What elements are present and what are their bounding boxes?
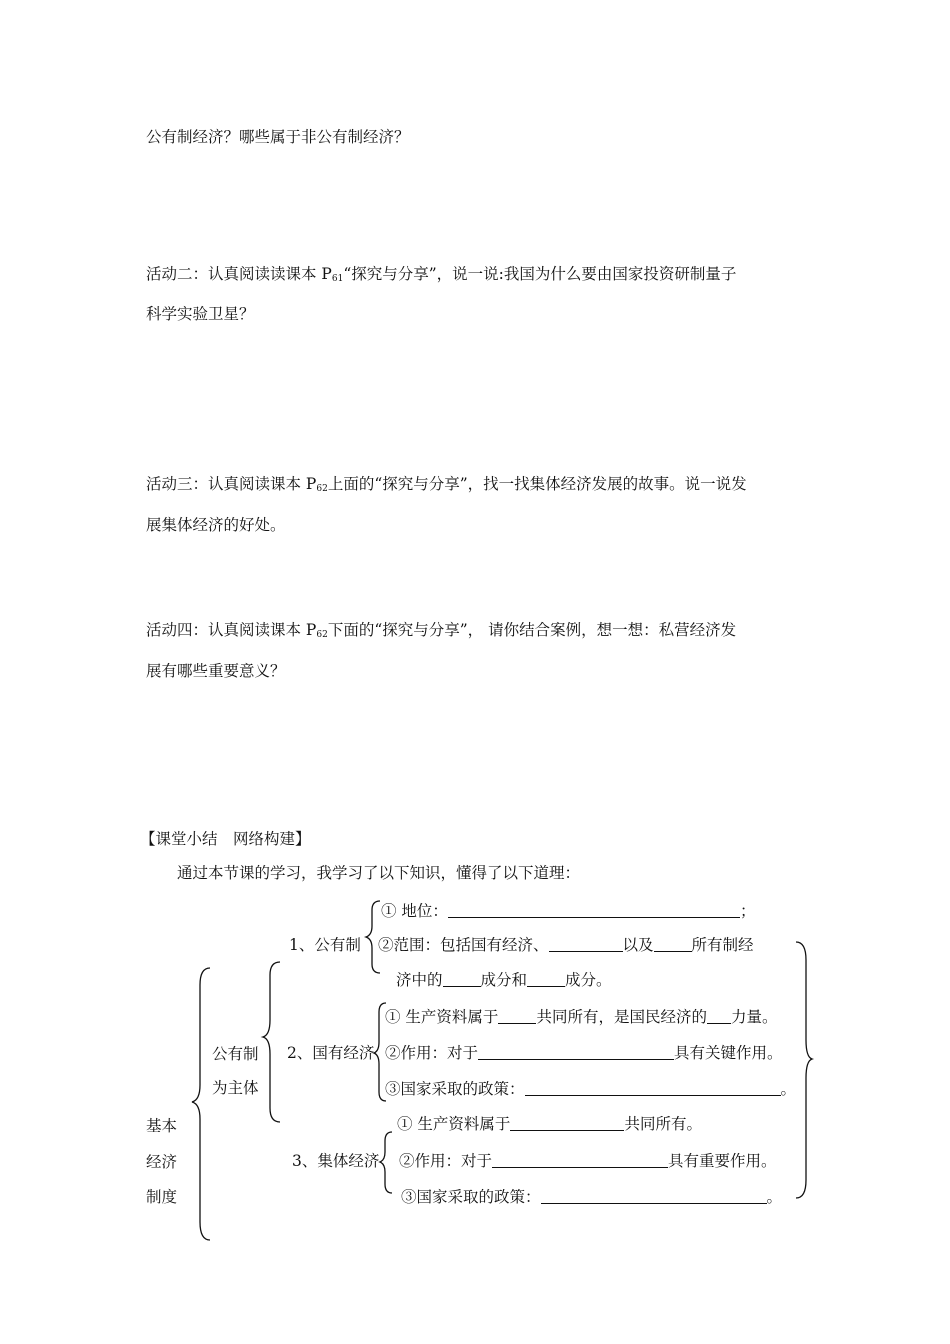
state-economy-label: 2、国有经济: [287, 1044, 375, 1062]
activity-four-line2: 展有哪些重要意义？: [146, 662, 286, 680]
activity-four-text-a: 活动四：认真阅读课本 P: [146, 621, 317, 639]
collective-policy-blank[interactable]: [541, 1188, 767, 1204]
activity-two-line2: 科学实验卫星？: [146, 305, 255, 323]
state-economy-item3: [385, 1079, 796, 1099]
state-economy-item2: [385, 1043, 783, 1063]
public-scope-blank-3[interactable]: [443, 971, 481, 987]
summary-heading: 【课堂小结 网络构建】: [140, 830, 311, 848]
activity-three-line2: 展集体经济的好处。: [146, 516, 286, 534]
collective-policy-text-b: 。: [766, 1188, 783, 1206]
activity-two-text-a: 活动二：认真阅读读课本 P: [146, 265, 332, 283]
public-scope-text-b: 以及: [622, 936, 654, 954]
state-role-blank[interactable]: [478, 1044, 674, 1060]
public-scope-text-d: 济中的: [396, 971, 443, 989]
public-scope-blank-2[interactable]: [654, 936, 692, 952]
state-policy-blank[interactable]: [525, 1080, 781, 1096]
collective-economy-item3: [401, 1187, 782, 1207]
state-policy-text-a: ③国家采取的政策：: [385, 1080, 525, 1098]
public-ownership-label: 1、公有制: [289, 936, 361, 954]
collective-role-text-a: ②作用：对于: [399, 1152, 493, 1170]
state-economy-item1: [385, 1007, 777, 1027]
collective-economy-item2: [399, 1151, 777, 1171]
brace-basic-system: [192, 968, 210, 1240]
state-own-blank-1[interactable]: [498, 1008, 536, 1024]
collective-policy-text-a: ③国家采取的政策：: [401, 1188, 541, 1206]
public-status-end: ；: [739, 902, 756, 920]
collective-role-text-b: 具有重要作用。: [668, 1152, 777, 1170]
activity-three-text-b: 上面的“探究与分享”，找一找集体经济发展的故事。说一说发: [327, 475, 747, 493]
branch-line-1: 公有制: [212, 1045, 259, 1063]
intro-question: 公有制经济？哪些属于非公有制经济？: [146, 128, 410, 146]
collective-own-text-a: ① 生产资料属于: [397, 1115, 511, 1133]
activity-two-text-b: “探究与分享”，说一说:我国为什么要由国家投资研制量子: [343, 265, 737, 283]
activity-two-page-sub: 61: [331, 274, 344, 284]
state-role-text-a: ②作用：对于: [385, 1044, 479, 1062]
public-scope-text-a: ②范围：包括国有经济、: [378, 936, 549, 954]
brace-right-closing: [796, 942, 812, 1198]
public-ownership-item2-cont: [396, 970, 612, 990]
root-line-1: 基本: [146, 1117, 178, 1135]
public-ownership-item2: [378, 935, 754, 955]
public-ownership-item1: [381, 901, 755, 921]
activity-four-page-sub: 62: [316, 630, 328, 640]
state-own-text-b: 共同所有，是国民经济的: [536, 1008, 707, 1026]
state-own-text-c: 力量。: [730, 1008, 778, 1026]
activity-three-text-a: 活动三：认真阅读课本 P: [146, 475, 317, 493]
root-line-3: 制度: [146, 1188, 178, 1206]
public-scope-text-f: 成分。: [565, 971, 612, 989]
public-scope-text-c: 所有制经: [691, 936, 754, 954]
collective-role-blank[interactable]: [492, 1152, 668, 1168]
brace-public-main: [263, 962, 280, 1122]
public-scope-blank-4[interactable]: [527, 971, 565, 987]
root-line-2: 经济: [146, 1153, 178, 1171]
activity-four-text-b: 下面的“探究与分享”， 请你结合案例，想一想：私营经济发: [327, 621, 737, 639]
collective-economy-item1: [397, 1114, 702, 1134]
public-status-text: ① 地位：: [381, 902, 448, 920]
state-own-text-a: ① 生产资料属于: [385, 1008, 499, 1026]
state-policy-text-b: 。: [780, 1080, 797, 1098]
collective-economy-label: 3、集体经济: [292, 1152, 380, 1170]
summary-intro: 通过本节课的学习，我学习了以下知识，懂得了以下道理：: [177, 864, 581, 882]
brace-collective-economy: [380, 1132, 392, 1193]
collective-own-text-b: 共同所有。: [624, 1115, 702, 1133]
public-status-blank[interactable]: [448, 902, 740, 918]
branch-line-2: 为主体: [212, 1079, 259, 1097]
public-scope-blank-1[interactable]: [549, 936, 623, 952]
collective-own-blank[interactable]: [510, 1115, 624, 1131]
activity-three-page-sub: 62: [316, 484, 328, 494]
state-own-blank-2[interactable]: [707, 1008, 731, 1024]
state-role-text-b: 具有关键作用。: [674, 1044, 783, 1062]
public-scope-text-e: 成分和: [480, 971, 528, 989]
